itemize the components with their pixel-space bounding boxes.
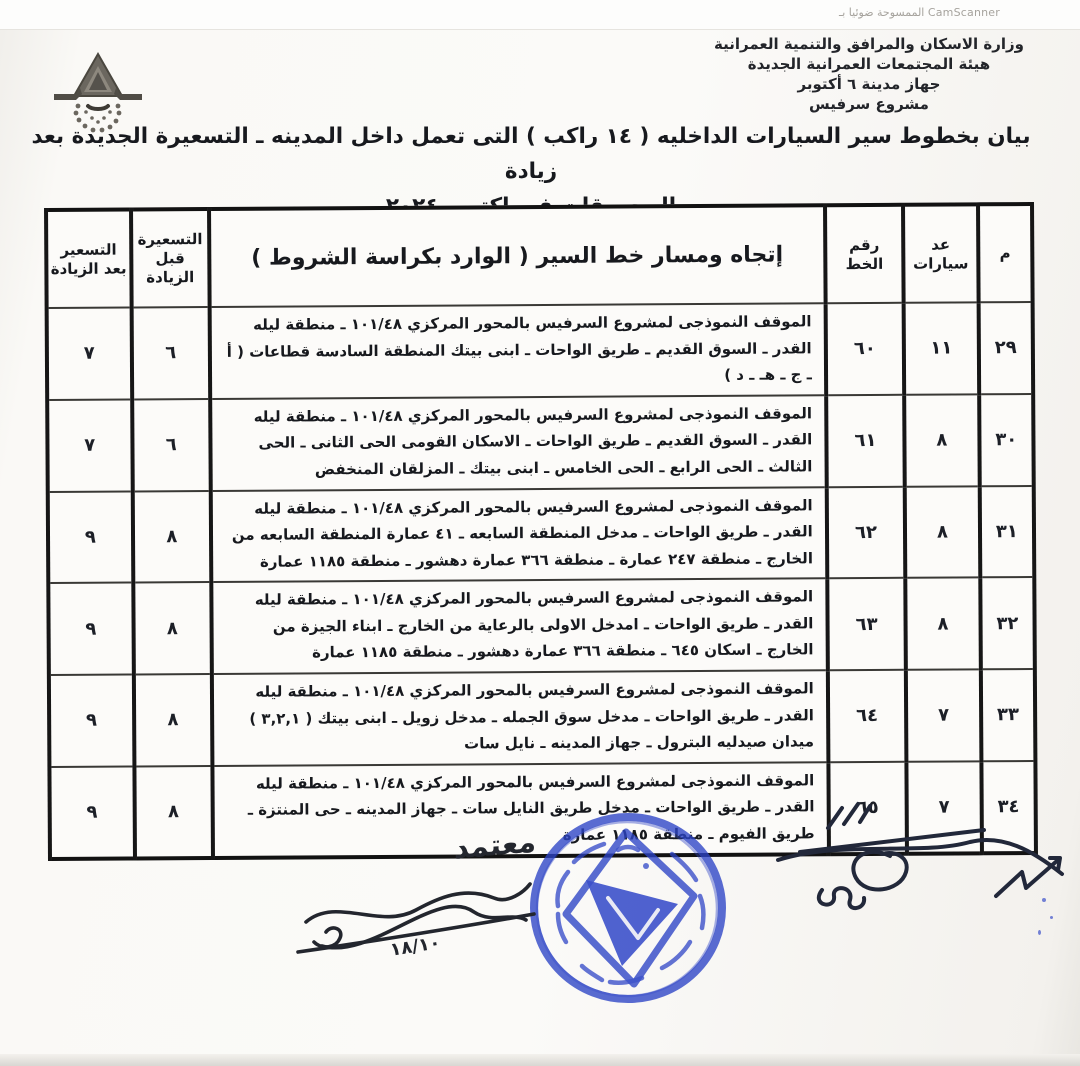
cell-after: ٩: [49, 766, 134, 859]
cell-before: ٦: [131, 307, 210, 399]
routes-table-container: [44, 202, 1038, 861]
letterhead-authority: هيئة المجتمعات العمرانية الجديدة: [747, 55, 991, 73]
cell-line: ٦٢: [826, 486, 905, 578]
official-stamp: [522, 810, 734, 1006]
cell-cars: ٨: [905, 486, 980, 578]
document-title-line1: بيان بخطوط سير السيارات الداخليه ( ١٤ راكب ) التى تعمل داخل المدينه ـ التسعيرة الجديدة بعد زيادة: [31, 124, 1031, 184]
cell-cars: ٧: [906, 669, 981, 761]
table-row: [48, 577, 1035, 675]
letterhead: [714, 34, 1024, 114]
cell-cars: ٧: [907, 761, 982, 854]
signature-left-block: [288, 824, 540, 982]
cell-line: ٦٤: [828, 670, 907, 762]
cell-before: ٦: [132, 399, 211, 491]
ink-speck: [1050, 916, 1053, 919]
cell-after: ٩: [48, 582, 133, 675]
table-header-row: [46, 204, 1033, 308]
approved-handwritten-text: معتمد: [453, 824, 537, 866]
table-row: [47, 302, 1034, 400]
cell-after: ٧: [47, 307, 132, 399]
table-row: [48, 485, 1035, 583]
cell-cars: ١١: [904, 302, 979, 394]
header-serial: م: [978, 204, 1033, 302]
cell-before: ٨: [133, 582, 212, 674]
cell-before: ٨: [134, 766, 213, 859]
cell-serial: ٣٣: [981, 669, 1036, 761]
cell-route: الموقف النموذجى لمشروع السرفيس بالمحور المركزي ١٠١/٤٨ ـ منطقة ليله القدر ـ طريق الواحات ـ مدخل طريق النايل سات ـ جهاز المدينه ـ حى المنتزة ـ طريق الفيوم ـ منطقة ١١٨٥ عمارة: [212, 762, 828, 858]
cell-before: ٨: [132, 491, 211, 583]
cell-serial: ٣٢: [980, 577, 1035, 669]
table-row: [49, 669, 1036, 767]
cell-before: ٨: [133, 674, 212, 766]
cell-route: الموقف النموذجى لمشروع السرفيس بالمحور المركزي ١٠١/٤٨ ـ منطقة ليله القدر ـ طريق الواحات ـ مدخل المنطقة السابعه ـ ٤١ عمارة المنطقة السابعه من الخارج ـ منطقة ٢٤٧ عمارة ـ منطقة ٣٦٦ عمارة دهشور ـ منطقة ١١٨٥ عمارة: [211, 487, 827, 582]
header-line-number: رقم الخط: [825, 205, 904, 303]
cell-serial: ٣١: [979, 485, 1034, 577]
cell-serial: ٣٤: [981, 760, 1036, 853]
cell-cars: ٨: [906, 577, 981, 669]
cell-line: ٦٠: [825, 303, 904, 395]
signature-right-block: [770, 798, 1070, 916]
camscanner-watermark: الممسوحة ضوئيا بـ CamScanner: [839, 6, 1000, 19]
cell-serial: ٢٩: [978, 302, 1033, 394]
letterhead-project: مشروع سرفيس: [809, 95, 929, 113]
routes-table: [44, 202, 1038, 861]
ink-speck: [1038, 930, 1041, 935]
header-route: إتجاه ومسار خط السير ( الوارد بكراسة الشروط ): [209, 205, 825, 307]
handwritten-date: ١٨/١٠: [388, 932, 442, 961]
table-row: [47, 393, 1034, 491]
cell-after: ٩: [48, 491, 133, 583]
cell-serial: ٣٠: [979, 393, 1034, 485]
letterhead-ministry: وزارة الاسكان والمرافق والتنمية العمرانية: [714, 35, 1024, 53]
cell-route: الموقف النموذجى لمشروع السرفيس بالمحور المركزي ١٠١/٤٨ ـ منطقة ليله القدر ـ طريق الواحات ـ امدخل الاولى بالرعاية من الخارج ـ ابناء الجيزة من الخارج ـ اسكان ٦٤٥ ـ منطقة ٣٦٦ عمارة دهشور ـ منطقة ١١٨٥ عمارة: [211, 578, 827, 674]
scan-bottom-edge: [0, 1054, 1080, 1066]
signature-right-icon: [770, 798, 1070, 916]
cell-after: ٩: [49, 674, 134, 766]
cell-line: ٦٣: [827, 578, 906, 670]
letterhead-city-agency: جهاز مدينة ٦ أكتوبر: [797, 75, 941, 93]
cell-route: الموقف النموذجى لمشروع السرفيس بالمحور المركزي ١٠١/٤٨ ـ منطقة ليله القدر ـ السوق القديم ـ طريق الواحات ـ ابنى بيتك المنطقة السادسة قطاعات ( أ ـ ج ـ هـ ـ د ): [210, 303, 826, 398]
header-price-after: التسعير بعد الزيادة: [46, 210, 131, 309]
cell-route: الموقف النموذجى لمشروع السرفيس بالمحور المركزي ١٠١/٤٨ ـ منطقة ليله القدر ـ طريق الواحات ـ مدخل سوق الجمله ـ مدخل زويل ـ ابنى بيتك ( ٣,٢,١ ) ميدان صيدليه البترول ـ جهاز المدينه ـ نايل سات: [212, 670, 828, 765]
header-price-before: التسعيرة قبل الزيادة: [131, 209, 210, 307]
cell-line: ٦٥: [828, 761, 907, 854]
cell-cars: ٨: [904, 394, 979, 486]
cell-after: ٧: [47, 399, 132, 492]
header-car-count: عد سيارات: [903, 204, 978, 302]
stamp-icon: [522, 810, 734, 1006]
cell-route: الموقف النموذجى لمشروع السرفيس بالمحور المركزي ١٠١/٤٨ ـ منطقة ليله القدر ـ السوق القديم ـ طريق الواحات ـ الاسكان القومى الحى الثانى ـ الحى الثالث ـ الحى الرابع ـ الحى الخامس ـ ابنى بيتك ـ المزلقان المنخفض: [210, 395, 826, 491]
cell-line: ٦١: [826, 394, 905, 486]
